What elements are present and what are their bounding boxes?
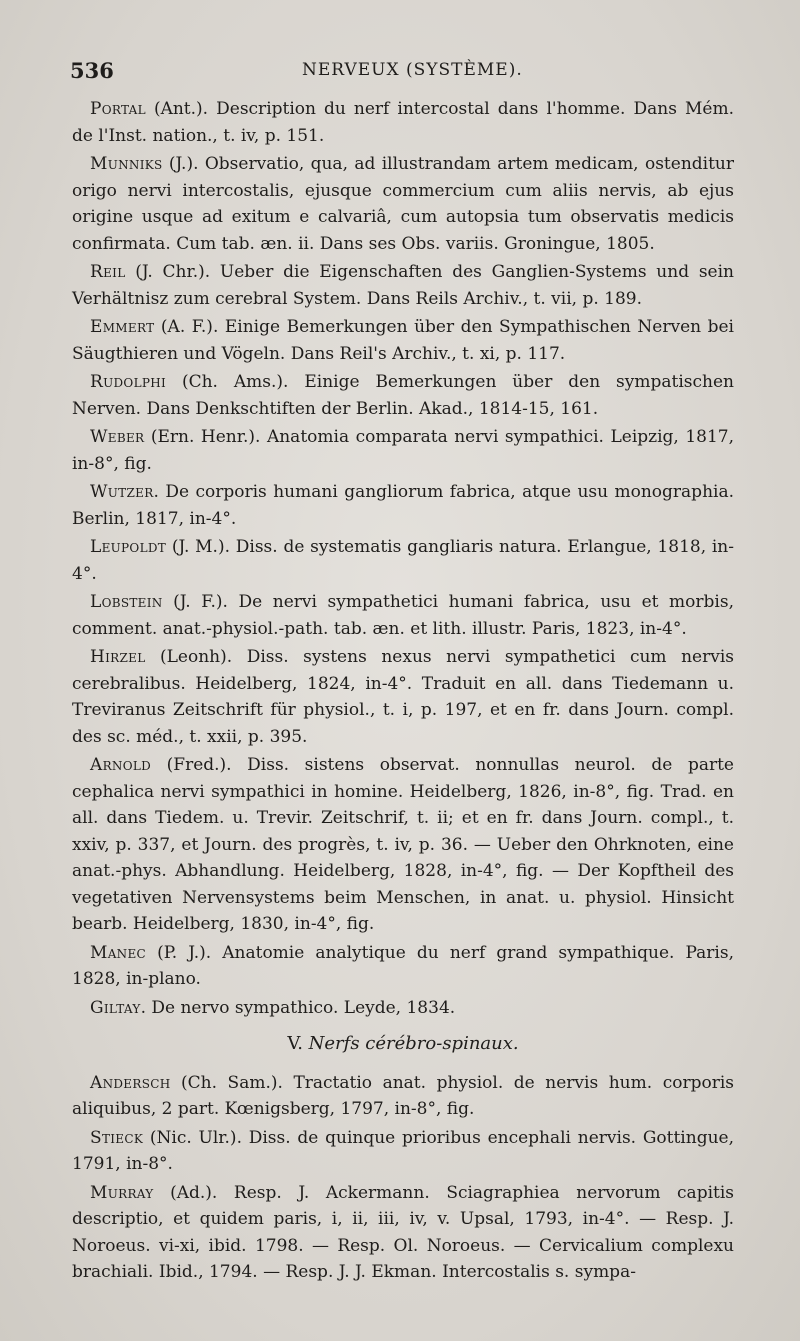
entry-text: (Nic. Ulr.). Diss. de quinque prioribus encephali nervis. Gottingue, 1791, in-8°. — [72, 1127, 734, 1174]
entry-author: Emmert — [90, 317, 155, 337]
entry-author: Murray — [90, 1182, 154, 1203]
entry-author: Wutzer — [90, 482, 154, 502]
entries-after-section — [72, 1070, 734, 1286]
entry-text: (P. J.). Anatomie analytique du nerf grand sympathique. Paris, 1828, in-plano. — [72, 942, 734, 989]
entry-text: (Ern. Henr.). Anatomia comparata nervi sympathici. Leipzig, 1817, in-8°, fig. — [72, 427, 734, 474]
section-title: Nerfs cérébro-spinaux. — [308, 1033, 519, 1054]
entry-text: (Fred.). Diss. sistens observat. nonnullas neurol. de parte cephalica nervi sympathici in homine. Heidelberg, 1826, in-8°, fig. Trad. en all. dans Tiedem. u. Trevir. Zeitschrif, t. ii; et en fr. dans Journ. compl., t. xxiv, p. 337, et Journ. des progrès, t. iv, p. 36. — Ueber den Ohrknoten, eine anat.-phys. Abhandlung. Heidelberg, 1828, in-4°, fig. — Der Kopftheil des vegetativen Nervensystems beim Menschen, in anat. u. physiol. Hinsicht bearb. Heidelberg, 1830, in-4°, fig. — [72, 755, 734, 934]
entry-author: Lobstein — [90, 592, 163, 612]
entry-text: (J. Chr.). Ueber die Eigenschaften des Ganglien-Systems und sein Verhältnisz zum cerebral System. Dans Reils Archiv., t. vii, p. 189. — [72, 262, 734, 309]
page-header — [70, 58, 740, 88]
entry-text: (Ad.). Resp. J. Ackermann. Sciagraphiea nervorum capitis descriptio, et quidem paris, i, ii, iii, iv, v. Upsal, 1793, in-4°. — Resp. J. Noroeus. vi-xi, ibid. 1798. — Resp. Ol. Noroeus. — Cervicalium complexu brachiali. Ibid., 1794. — Resp. J. J. Ekman. Intercostalis s. sympa- — [72, 1182, 734, 1282]
bibliography-entry — [72, 534, 734, 587]
bibliography-entry — [72, 479, 734, 532]
bibliography-body — [72, 96, 734, 1288]
entries-before-section — [72, 96, 734, 1021]
section-heading — [72, 1031, 734, 1058]
entry-author: Leupoldt — [90, 537, 167, 557]
section-number: V. — [287, 1033, 309, 1054]
bibliography-entry — [72, 424, 734, 477]
page-number: 536 — [70, 58, 114, 83]
entry-text: . De nervo sympathico. Leyde, 1834. — [140, 997, 456, 1018]
entry-author: Stieck — [90, 1127, 144, 1148]
bibliography-entry — [72, 589, 734, 642]
entry-text: (J. F.). De nervi sympathetici humani fabrica, usu et morbis, comment. anat.-physiol.-path. tab. æn. et lith. illustr. Paris, 1823, in-4°. — [72, 592, 734, 639]
bibliography-entry — [72, 96, 734, 149]
entry-text: (J.). Observatio, qua, ad illustrandam artem medicam, ostenditur origo nervi intercostalis, ejusque commercium cum aliis nervis, ab ejus origine usque ad exitum e calvariâ, cum autopsia tum observatis medicis confirmata. Cum tab. æn. ii. Dans ses Obs. variis. Groningue, 1805. — [72, 154, 734, 254]
bibliography-entry — [72, 1070, 734, 1123]
entry-text: (Ant.). Description du nerf intercostal dans l'homme. Dans Mém. de l'Inst. nation., t. iv, p. 151. — [72, 99, 734, 146]
bibliography-entry — [72, 259, 734, 312]
bibliography-entry — [72, 314, 734, 367]
entry-text: . De corporis humani gangliorum fabrica, atque usu monographia. Berlin, 1817, in-4°. — [72, 482, 734, 529]
bibliography-entry — [72, 995, 734, 1022]
entry-author: Andersch — [90, 1072, 171, 1093]
entry-author: Arnold — [90, 755, 152, 775]
bibliography-entry — [72, 369, 734, 422]
bibliography-entry — [72, 1180, 734, 1286]
bibliography-entry — [72, 1125, 734, 1178]
entry-author: Giltay — [90, 997, 141, 1018]
entry-author: Weber — [90, 427, 145, 447]
entry-text: (Ch. Sam.). Tractatio anat. physiol. de nervis hum. corporis aliquibus, 2 part. Kœnigsberg, 1797, in-8°, fig. — [72, 1072, 734, 1119]
bibliography-entry — [72, 940, 734, 993]
entry-author: Portal — [90, 99, 146, 119]
entry-text: (A. F.). Einige Bemerkungen über den Sympathischen Nerven bei Säugthieren und Vögeln. Dans Reil's Archiv., t. xi, p. 117. — [72, 317, 734, 364]
entry-text: (J. M.). Diss. de systematis gangliaris natura. Erlangue, 1818, in-4°. — [72, 537, 734, 584]
entry-text: (Leonh). Diss. systens nexus nervi sympathetici cum nervis cerebralibus. Heidelberg, 1824, in-4°. Traduit en all. dans Tiedemann u. Treviranus Zeitschrift für physiol., t. i, p. 197, et en fr. dans Journ. compl. des sc. méd., t. xxii, p. 395. — [72, 647, 734, 747]
entry-author: Manec — [90, 942, 147, 963]
entry-text: (Ch. Ams.). Einige Bemerkungen über den sympatischen Nerven. Dans Denkschtiften der Berlin. Akad., 1814-15, 161. — [72, 372, 734, 419]
entry-author: Reil — [90, 262, 126, 282]
entry-author: Hirzel — [90, 647, 146, 667]
entry-author: Munniks — [90, 154, 163, 174]
bibliography-entry — [72, 151, 734, 257]
entry-author: Rudolphi — [90, 372, 167, 392]
bibliography-entry — [72, 644, 734, 750]
running-title: NERVEUX (SYSTÈME). — [302, 60, 523, 80]
bibliography-entry — [72, 752, 734, 938]
